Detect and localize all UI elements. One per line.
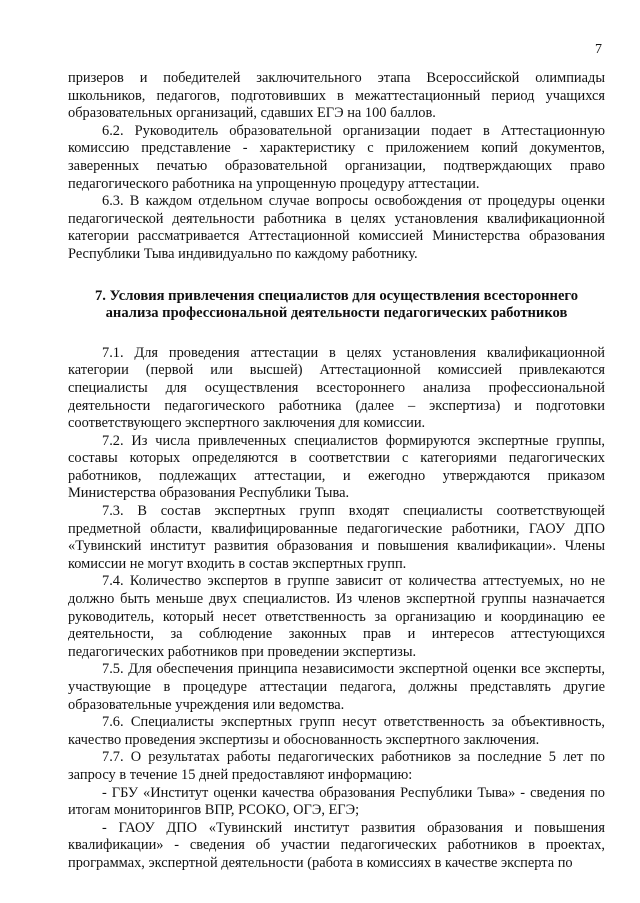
list-item-gaou-dpo: - ГАОУ ДПО «Тувинский институт развития образования и повышения квалификации» - сведения об участии педагогических работников в проектах, программах, экспертной деятельности (работа в комиссиях в качестве эксперта по [68, 819, 605, 871]
paragraph-7-4: 7.4. Количество экспертов в группе зависит от количества аттестуемых, но не должно быть меньше двух специалистов. Из членов экспертной группы назначается руководитель, который несет ответственность за организацию и координацию ее деятельности, за соблюдение законных прав и интересов аттестующихся педагогических работников при проведении экспертизы. [68, 573, 605, 660]
paragraph-6-1-continuation: призеров и победителей заключительного этапа Всероссийской олимпиады школьников, педагогов, подготовивших в межаттестационный период учащихся образовательных организаций, сдавших ЕГЭ на 100 баллов. [68, 70, 605, 122]
paragraph-7-1: 7.1. Для проведения аттестации в целях установления квалификационной категории (первой или высшей) Аттестационной комиссией привлекаются специалисты для осуществления всестороннего анализа профессиональной деятельности педагогического работника (далее – экспертиза) и подготовки соответствующего экспертного заключения для комиссии. [68, 344, 605, 432]
paragraph-6-3: 6.3. В каждом отдельном случае вопросы освобождения от процедуры оценки педагогической деятельности работника в целях установления квалификационной категории рассматривается Аттестационной комиссией Министерства образования Республики Тыва индивидуально по каждому работнику. [68, 193, 605, 262]
section-7-heading: 7. Условия привлечения специалистов для осуществления всестороннего анализа профессиональной деятельности педагогических работников [95, 287, 578, 322]
paragraph-7-3: 7.3. В состав экспертных групп входят специалисты соответствующей предметной области, квалифицированные педагогические работники, ГАОУ ДПО «Тувинский институт развития образования и повышения квалификации». Члены комиссии не могут входить в состав экспертных групп. [68, 503, 605, 572]
document-body [68, 70, 605, 873]
list-item-gbu: - ГБУ «Институт оценки качества образования Республики Тыва» - сведения по итогам мониторингов ВПР, РСОКО, ОГЭ, ЕГЭ; [68, 784, 605, 819]
page-number: 7 [595, 42, 602, 57]
paragraph-7-7: 7.7. О результатах работы педагогических работников за последние 5 лет по запросу в течение 15 дней предоставляют информацию: [68, 749, 605, 783]
paragraph-6-2: 6.2. Руководитель образовательной организации подает в Аттестационную комиссию представление - характеристику с приложением копий документов, заверенных печатью образовательной организации, подтверждающих право педагогического работника на упрощенную процедуру аттестации. [68, 122, 605, 192]
paragraph-7-6: 7.6. Специалисты экспертных групп несут ответственность за объективность, качество проведения экспертизы и обоснованность экспертного заключения. [68, 714, 605, 748]
paragraph-7-2: 7.2. Из числа привлеченных специалистов формируются экспертные группы, составы которых определяются в соответствии с категориями педагогических работников, подлежащих аттестации, и ежегодно утверждаются приказом Министерства образования Республики Тыва. [68, 432, 605, 502]
paragraph-7-5: 7.5. Для обеспечения принципа независимости экспертной оценки все эксперты, участвующие в процедуре аттестации педагога, должны представлять другие образовательные учреждения или ведомства. [68, 661, 605, 713]
